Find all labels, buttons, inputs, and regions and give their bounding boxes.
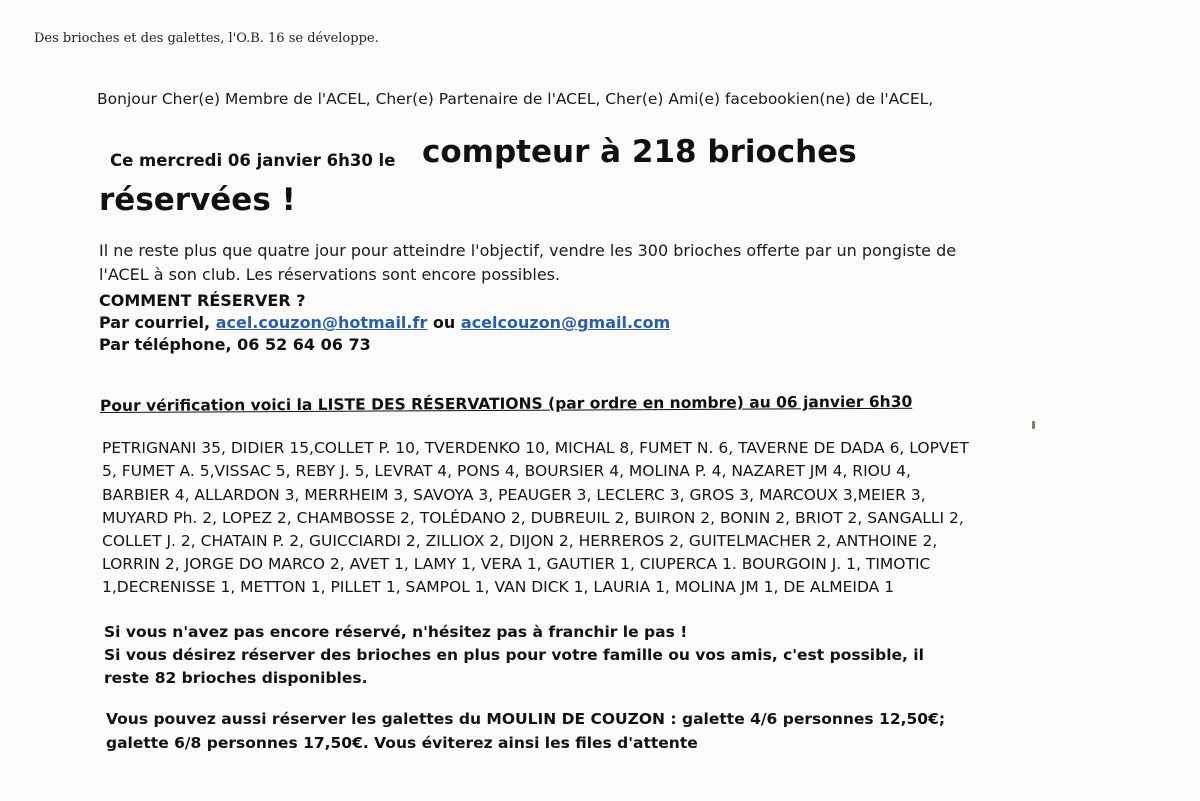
page-header: Des brioches et des galettes, l'O.B. 16 se développe. (34, 31, 379, 46)
reservations-line: BARBIER 4, ALLARDON 3, MERRHEIM 3, SAVOYA 3, PEAUGER 3, LECLERC 3, GROS 3, MARCOUX 3,MEIER 3, (102, 486, 926, 504)
reservations-line: LORRIN 2, JORGE DO MARCO 2, AVET 1, LAMY 1, VERA 1, GAUTIER 1, CIUPERCA 1. BOURGOIN J. 1, TIMOTIC (102, 555, 931, 573)
reservations-line: PETRIGNANI 35, DIDIER 15,COLLET P. 10, TVERDENKO 10, MICHAL 8, FUMET N. 6, TAVERNE DE DADA 6, LOPVET (102, 439, 969, 457)
reservations-line: COLLET J. 2, CHATAIN P. 2, GUICCIARDI 2, ZILLIOX 2, DIJON 2, HERREROS 2, GUITELMACHER 2, ANTHOINE 2, (102, 532, 938, 550)
cta-line: Si vous désirez réserver des brioches en plus pour votre famille ou vos amis, c'est possible, il (104, 646, 924, 664)
headline-date: Ce mercredi 06 janvier 6h30 le (110, 151, 396, 170)
email-or: ou (432, 313, 456, 332)
reservations-line: 1,DECRENISSE 1, METTON 1, PILLET 1, SAMPOL 1, VAN DICK 1, LAURIA 1, MOLINA JM 1, DE ALMEIDA 1 (102, 578, 895, 596)
galettes-line: galette 6/8 personnes 17,50€. Vous éviterez ainsi les files d'attente (106, 734, 698, 752)
email-prefix: Par courriel, (99, 313, 211, 332)
headline-counter: compteur à 218 brioches (422, 134, 857, 170)
greeting: Bonjour Cher(e) Membre de l'ACEL, Cher(e) Partenaire de l'ACEL, Cher(e) Ami(e) facebookien(ne) de l'ACEL, (97, 90, 934, 108)
email-line (99, 313, 670, 332)
intro-line-2: l'ACEL à son club. Les réservations sont encore possibles. (99, 265, 561, 284)
cta-line: Si vous n'avez pas encore réservé, n'hésitez pas à franchir le pas ! (104, 623, 688, 641)
galettes-line: Vous pouvez aussi réserver les galettes du MOULIN DE COUZON : galette 4/6 personnes 12,50€; (106, 710, 946, 728)
reservations-line: MUYARD Ph. 2, LOPEZ 2, CHAMBOSSE 2, TOLÉDANO 2, DUBREUIL 2, BUIRON 2, BONIN 2, BRIOT 2, SANGALLI 2, (102, 509, 964, 527)
intro-line-1: Il ne reste plus que quatre jour pour atteindre l'objectif, vendre les 300 brioches offerte par un pongiste de (99, 241, 957, 260)
email-link-hotmail[interactable]: acel.couzon@hotmail.fr (215, 313, 428, 332)
reservations-list-title: Pour vérification voici la LISTE DES RÉSERVATIONS (par ordre en nombre) au 06 janvier 6h30 (99, 392, 913, 415)
phone-line: Par téléphone, 06 52 64 06 73 (99, 335, 371, 354)
email-link-gmail[interactable]: acelcouzon@gmail.com (460, 313, 671, 332)
headline-reserved: réservées ! (99, 182, 296, 218)
how-to-title: COMMENT RÉSERVER ? (99, 291, 306, 310)
scan-speck (1032, 421, 1035, 429)
cta-line: reste 82 brioches disponibles. (104, 669, 368, 687)
reservations-line: 5, FUMET A. 5,VISSAC 5, REBY J. 5, LEVRAT 4, PONS 4, BOURSIER 4, MOLINA P. 4, NAZARET JM 4, RIOU 4, (102, 462, 911, 480)
